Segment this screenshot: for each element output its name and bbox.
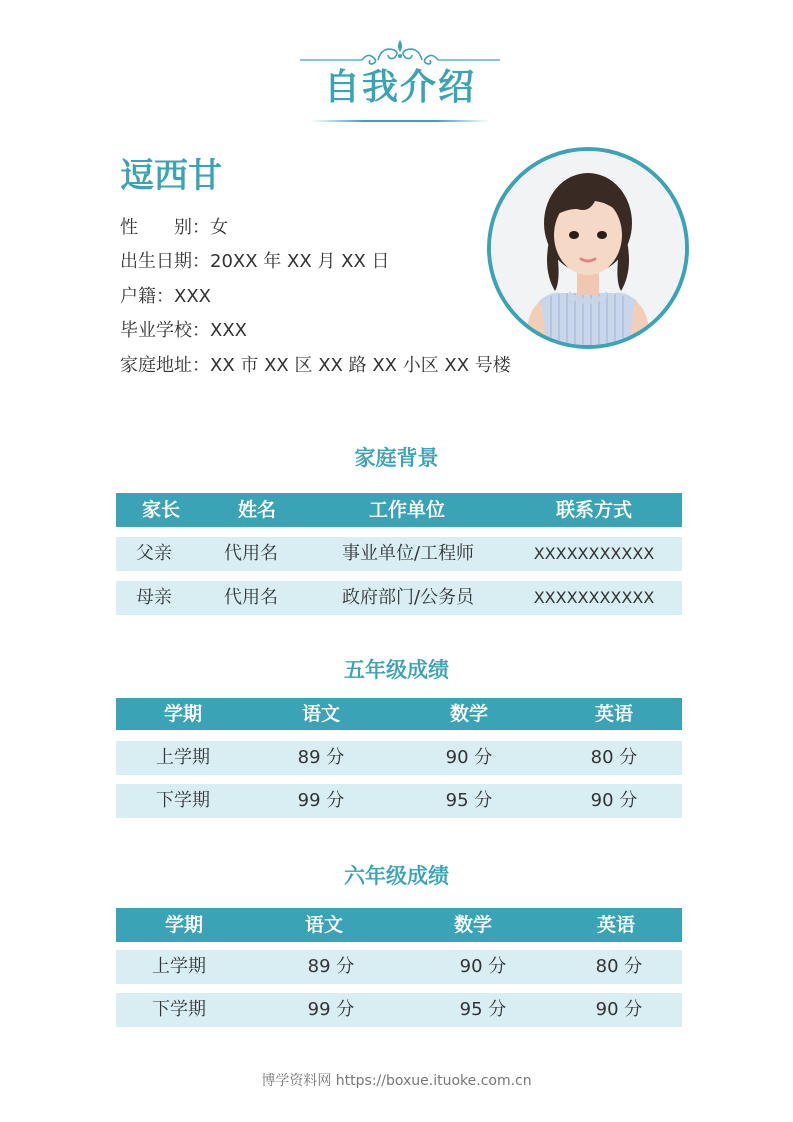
girl-portrait-icon [491,151,685,345]
info-value: 女 [210,217,228,238]
header-cell: 工作单位 [368,499,445,521]
header-cell: 数学 [453,914,492,936]
info-hometown [120,285,211,309]
cell: 母亲 [136,587,172,608]
header-cell: 学期 [164,914,203,936]
cell: 89 分 [297,747,345,768]
cell: 上学期 [152,956,206,977]
info-value: 20XX 年 XX 月 XX 日 [210,251,390,272]
cell: 99 分 [307,999,355,1020]
student-name: 逗西甘 [120,156,222,196]
header-cell: 英语 [596,914,635,936]
footer-watermark: 博学资料网 https://boxue.ituoke.com.cn [261,1073,532,1089]
info-value: XXX [174,286,211,307]
header-cell: 数学 [449,703,488,725]
header-cell: 学期 [163,703,202,725]
cell: 80 分 [590,747,638,768]
info-school [120,319,247,343]
cell: 90 分 [595,999,643,1020]
header-cell: 语文 [301,703,340,725]
cell: 事业单位/工程师 [341,543,475,564]
cell: 95 分 [445,790,493,811]
header-cell: 家长 [141,499,180,521]
section-title-grade6: 六年级成绩 [344,864,449,888]
cell: 父亲 [136,543,172,564]
header-cell: 姓名 [237,499,276,521]
cell: 80 分 [595,956,643,977]
page-title: 自我介绍 [323,67,476,108]
cell: 代用名 [224,587,278,608]
table-row [116,993,682,1027]
info-birthdate [120,250,390,274]
cell: 政府部门/公务员 [341,587,475,608]
cell: 上学期 [156,747,210,768]
cell: 下学期 [156,790,210,811]
cell: 90 分 [459,956,507,977]
profile-photo [487,147,689,349]
title-block [290,36,510,128]
grade6-table-header [116,908,682,942]
table-row [116,784,682,818]
section-title-family: 家庭背景 [354,446,439,470]
table-row [116,741,682,775]
grade5-table-header [116,698,682,730]
info-label: 户籍： [120,286,174,307]
cell: XXXXXXXXXXX [533,544,655,563]
header-cell: 联系方式 [555,499,632,521]
ornament-flourish-icon [290,36,510,66]
family-table-header [116,493,682,527]
info-label: 毕业学校： [120,320,210,341]
info-label: 出生日期： [120,251,210,272]
cell: XXXXXXXXXXX [533,588,655,607]
table-row [116,537,682,571]
table-row [116,950,682,984]
title-underline [310,120,490,122]
cell: 代用名 [224,543,278,564]
cell: 95 分 [459,999,507,1020]
cell: 90 分 [590,790,638,811]
section-title-grade5: 五年级成绩 [344,658,449,682]
header-cell: 语文 [304,914,343,936]
cell: 89 分 [307,956,355,977]
info-address [120,354,511,378]
cell: 下学期 [152,999,206,1020]
info-label: 性 别： [120,217,210,238]
info-value: XXX [210,320,247,341]
header-cell: 英语 [594,703,633,725]
cell: 99 分 [297,790,345,811]
cell: 90 分 [445,747,493,768]
info-value: XX 市 XX 区 XX 路 XX 小区 XX 号楼 [210,355,511,376]
table-row [116,581,682,615]
info-gender [120,216,228,240]
info-label: 家庭地址： [120,355,210,376]
